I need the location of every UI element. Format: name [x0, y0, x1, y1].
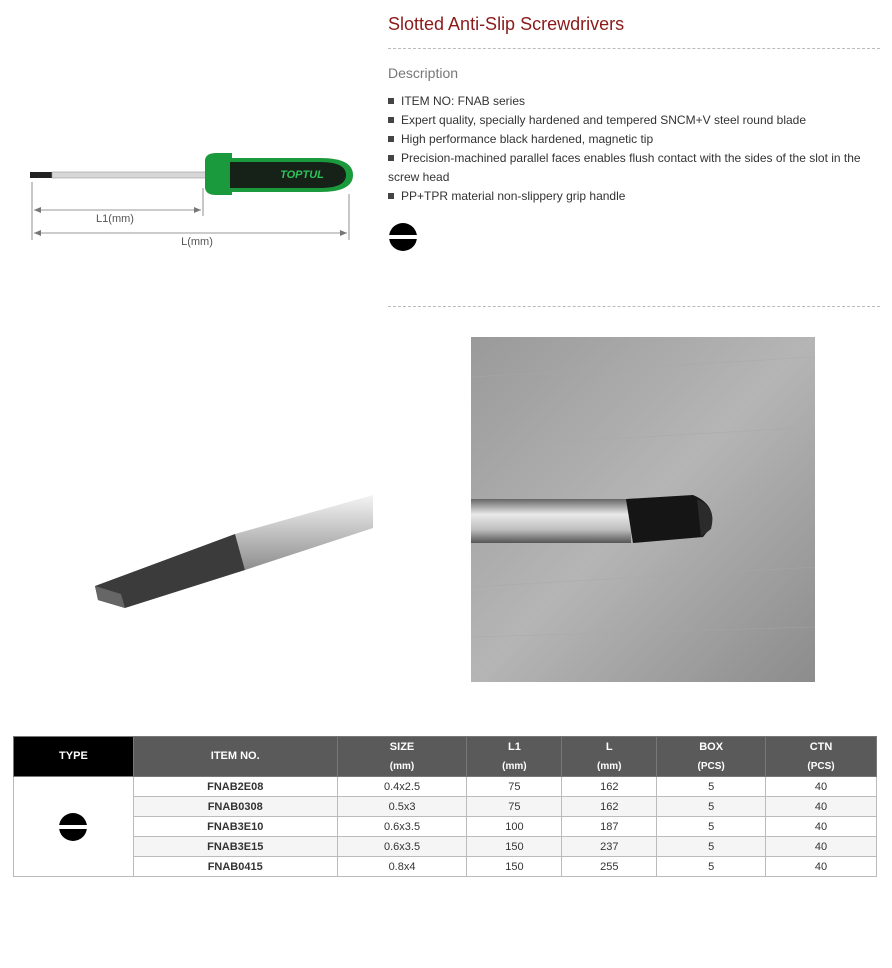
cell-item-no: FNAB0308 — [133, 797, 337, 817]
table-row — [14, 777, 877, 797]
slotted-tip-icon — [58, 812, 88, 842]
feature-item: ITEM NO: FNAB series — [388, 92, 880, 111]
header-l1: L1 (mm) — [467, 737, 562, 777]
feature-item: Precision-machined parallel faces enables flush contact with the sides of the slot in the screw head — [388, 151, 861, 184]
cell-ctn: 40 — [766, 797, 877, 817]
title-divider — [388, 48, 880, 49]
cell-l1: 75 — [467, 797, 562, 817]
cell-ctn: 40 — [766, 857, 877, 877]
cell-ctn: 40 — [766, 777, 877, 797]
cell-item-no: FNAB3E10 — [133, 817, 337, 837]
cell-item-no: FNAB3E15 — [133, 837, 337, 857]
cell-item-no: FNAB0415 — [133, 857, 337, 877]
cell-l1: 150 — [467, 837, 562, 857]
cell-l: 255 — [562, 857, 657, 877]
cell-size: 0.8x4 — [337, 857, 467, 877]
header-l: L (mm) — [562, 737, 657, 777]
feature-item: High performance black hardened, magnetic tip — [388, 130, 880, 149]
cell-l1: 75 — [467, 777, 562, 797]
header-box: BOX (PCS) — [657, 737, 766, 777]
cell-l: 187 — [562, 817, 657, 837]
feature-item: Expert quality, specially hardened and tempered SNCM+V steel round blade — [388, 111, 880, 130]
cell-box: 5 — [657, 777, 766, 797]
l-label: L(mm) — [181, 236, 213, 248]
cell-ctn: 40 — [766, 817, 877, 837]
cell-size: 0.6x3.5 — [337, 817, 467, 837]
slotted-tip-icon — [388, 222, 418, 252]
feature-list — [388, 92, 880, 206]
screwdriver-drawing — [20, 140, 365, 260]
header-type: TYPE — [14, 737, 134, 777]
cell-l: 162 — [562, 797, 657, 817]
cell-box: 5 — [657, 797, 766, 817]
product-title: Slotted Anti-Slip Screwdrivers — [388, 14, 625, 34]
blade-tip-closeup — [95, 490, 373, 620]
header-ctn: CTN (PCS) — [766, 737, 877, 777]
cell-l: 162 — [562, 777, 657, 797]
cell-size: 0.4x2.5 — [337, 777, 467, 797]
table-row — [14, 797, 877, 817]
bullet-icon — [388, 136, 394, 142]
cell-box: 5 — [657, 817, 766, 837]
bullet-icon — [388, 98, 394, 104]
bullet-icon — [388, 193, 394, 199]
feature-item: PP+TPR material non-slippery grip handle — [388, 187, 880, 206]
type-cell — [14, 777, 134, 877]
cell-l: 237 — [562, 837, 657, 857]
header-item-no: ITEM NO. — [133, 737, 337, 777]
brand-logo: TOPTUL — [280, 169, 324, 181]
cell-size: 0.6x3.5 — [337, 837, 467, 857]
cell-l1: 100 — [467, 817, 562, 837]
screw-slot-photo — [471, 337, 815, 682]
section-divider — [388, 306, 880, 307]
spec-table — [13, 736, 877, 877]
table-row — [14, 817, 877, 837]
bullet-icon — [388, 117, 394, 123]
cell-l1: 150 — [467, 857, 562, 877]
cell-ctn: 40 — [766, 837, 877, 857]
table-row — [14, 837, 877, 857]
header-size: SIZE (mm) — [337, 737, 467, 777]
bullet-icon — [388, 155, 394, 161]
table-row — [14, 857, 877, 877]
cell-box: 5 — [657, 837, 766, 857]
cell-size: 0.5x3 — [337, 797, 467, 817]
cell-item-no: FNAB2E08 — [133, 777, 337, 797]
description-heading: Description — [388, 65, 459, 81]
table-header-row — [14, 737, 877, 777]
cell-box: 5 — [657, 857, 766, 877]
l1-label: L1(mm) — [96, 213, 134, 225]
